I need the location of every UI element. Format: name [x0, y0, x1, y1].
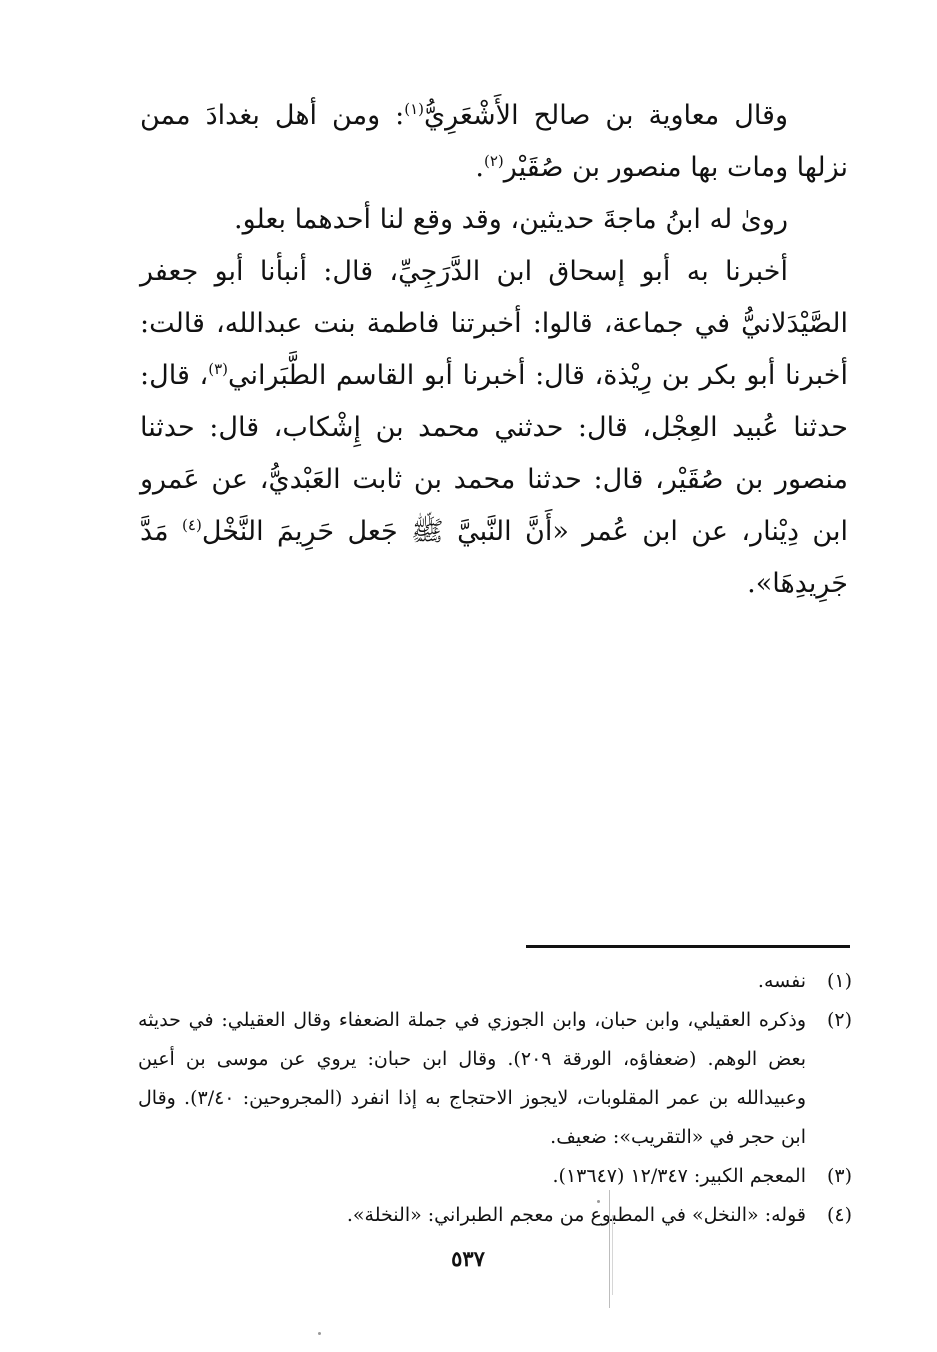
footnote-text: وذكره العقيلي، وابن حبان، وابن الجوزي في جملة الضعفاء وقال العقيلي: في حديثه بعض الوهم. (ضعفاؤه، الورقة ٢٠٩). وقال ابن حبان: يروي عن موسى بن أعين وعبيدالله بن عمر المقلوبات، لايجوز الاحتجاج به إذا انفرد (المجروحين: ٣/٤٠). وقال ابن حجر في «التقريب»: ضعيف. [138, 1009, 807, 1148]
main-text-block [140, 90, 848, 610]
paragraph-3-text-c: مَدَّ جَرِيدِهَا». [140, 516, 848, 599]
footnote-ref-1: (١) [404, 100, 424, 118]
paragraph-3-text-a: أخبرنا به أبو إسحاق ابن الدَّرَجِيِّ، قال: أنبأنا أبو جعفر الصَّيْدَلانيُّ في جماعة، قالوا: أخبرتنا فاطمة بنت عبدالله، قالت: أخبرنا أبو بكر بن رِيْذة، قال: أخبرنا أبو القاسم الطَّبَراني [140, 256, 848, 391]
page-number: ٥٣٧ [451, 1246, 485, 1271]
footnote-ref-2: (٢) [483, 152, 504, 170]
scan-speck [318, 1332, 321, 1335]
footnote-number: (٢) [826, 1009, 852, 1031]
footnote-3 [138, 1157, 852, 1196]
footnote-ref-4: (٤) [182, 516, 202, 534]
paragraph-1 [140, 90, 848, 194]
footnote-number: (٣) [826, 1165, 852, 1187]
footnote-4 [138, 1196, 852, 1235]
footnote-text: قوله: «النخل» في المطبوع من معجم الطبراني: «النخلة». [346, 1204, 806, 1226]
paragraph-3-text-b: ، قال: حدثنا عُبيد العِجْل، قال: حدثني محمد بن إِشْكاب، قال: حدثنا منصور بن صُقَيْر، قال: حدثنا محمد بن ثابت العَبْديُّ، عن عَمرو ابن دِيْنار، عن ابن عُمر «أَنَّ النَّبيَّ ﷺ جَعل حَرِيمَ النَّخْل [140, 360, 848, 547]
scan-artifact-line [612, 1215, 613, 1295]
paragraph-1-text-c: . [475, 152, 484, 183]
paragraph-2-text: روىٰ له ابنُ ماجةَ حديثين، وقد وقع لنا أحدهما بعلو. [233, 204, 788, 235]
paragraph-2 [140, 194, 848, 246]
footnote-number: (٤) [826, 1204, 852, 1226]
paragraph-3 [140, 246, 848, 610]
footnote-divider [526, 945, 850, 948]
footnote-text: المعجم الكبير: ١٢/٣٤٧ (١٣٦٤٧). [552, 1165, 806, 1187]
footnote-ref-3: (٣) [208, 360, 228, 378]
footnote-number: (١) [826, 970, 852, 992]
paragraph-1-text-b: : ومن أهل بغدادَ ممن نزلها ومات بها منصور بن صُقَيْر [140, 100, 848, 183]
footnotes-block [138, 962, 852, 1235]
footnote-text: نفسه. [757, 970, 806, 992]
footnote-1 [138, 962, 852, 1001]
scan-artifact-line [609, 1190, 610, 1308]
scan-speck [597, 1200, 600, 1203]
paragraph-1-text-a: وقال معاوية بن صالح الأَشْعَرِيُّ [424, 100, 788, 131]
footnote-2 [138, 1001, 852, 1157]
